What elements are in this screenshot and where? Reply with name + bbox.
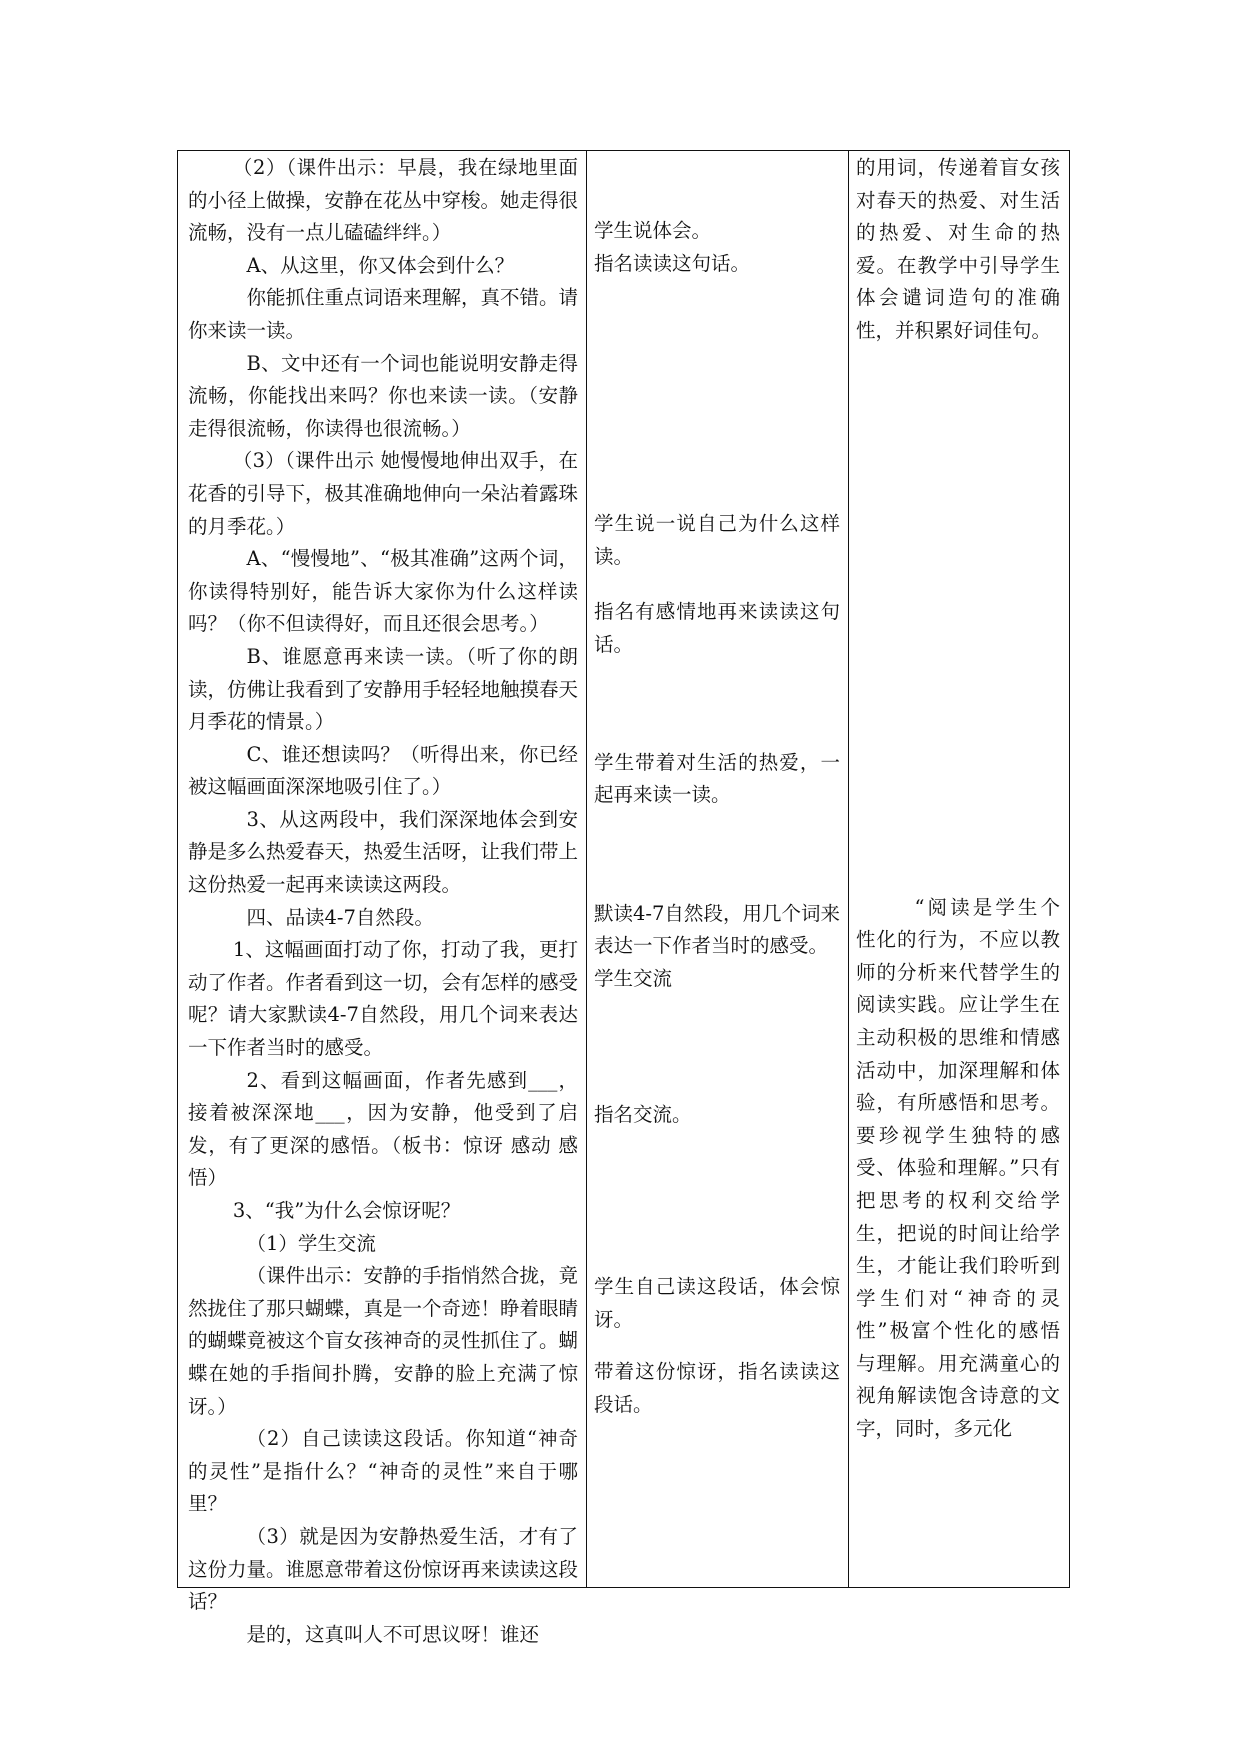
lesson-table <box>177 150 1070 1646</box>
activity-text: 带着这份惊讶，指名读读这段话。 <box>594 1360 840 1416</box>
column-divider <box>586 151 587 1587</box>
paragraph: （1）学生交流 <box>246 1231 376 1255</box>
spacer <box>594 812 840 898</box>
activity-text: 学生说一说自己为什么这样读。 <box>594 512 840 568</box>
paragraph: A、从这里，你又体会到什么？ <box>246 253 515 277</box>
paragraph: （2）（课件出示：早晨，我在绿地里面的小径上做操，安静在花丛中穿梭。她走得很流畅，没有一点儿磕磕绊绊。） <box>188 156 579 245</box>
paragraph: （2）自己读读这段话。你知道“神奇的灵性”是指什么？“神奇的灵性”来自于哪里？ <box>188 1427 578 1516</box>
activity-text: 学生交流 <box>594 966 673 990</box>
teaching-process-column <box>188 152 578 1651</box>
activity-text: 指名交流。 <box>594 1102 692 1126</box>
design-note: 的用词，传递着盲女孩对春天的热爱、对生活的热爱、对生命的热爱。在教学中引导学生体会谴词造句的准确性，并积累好词佳句。 <box>856 156 1060 342</box>
paragraph: A、“慢慢地”、“极其准确”这两个词，你读得特别好，能告诉大家你为什么这样读吗？（你不但读得好，而且还很会思考。） <box>188 547 578 636</box>
paragraph: B、谁愿意再来读一读。（听了你的朗读，仿佛让我看到了安静用手轻轻地触摸春天月季花的情景。） <box>188 644 579 734</box>
activity-text: 学生自己读这段话，体会惊讶。 <box>594 1275 840 1331</box>
paragraph: （3）就是因为安静热爱生活，才有了这份力量。谁愿意带着这份惊讶再来读读这段话？ <box>188 1524 579 1614</box>
paragraph: 是的，这真叫人不可思议呀！谁还 <box>246 1622 540 1646</box>
spacer <box>594 280 840 508</box>
paragraph: B、文中还有一个词也能说明安静走得流畅，你能找出来吗？你也来读一读。（安静走得很流畅，你读得也很流畅。） <box>188 351 578 440</box>
student-activity-column <box>594 215 840 1422</box>
design-intent-column <box>856 152 1060 1446</box>
paragraph: C、谁还想读吗？（听得出来，你已经被这幅画面深深地吸引住了。） <box>188 742 578 799</box>
spacer <box>594 662 840 747</box>
spacer <box>594 996 840 1099</box>
spacer <box>594 1131 840 1271</box>
activity-text: 默读4-7自然段，用几个词来表达一下作者当时的感受。 <box>594 901 840 958</box>
section-heading: 四、品读4-7自然段。 <box>246 905 434 929</box>
paragraph: 1、这幅画面打动了你，打动了我，更打动了作者。作者看到这一切，会有怎样的感受呢？请大家默读4-7自然段，用几个词来表达一下作者当时的感受。 <box>188 938 579 1060</box>
paragraph: 你能抓住重点词语来理解，真不错。请你来读一读。 <box>188 286 579 342</box>
design-note: “阅读是学生个性化的行为，不应以教师的分析来代替学生的阅读实践。应让学生在主动积极的思维和情感活动中，加深理解和体验，有所感悟和思考。要珍视学生独特的感受、体验和理解。”只有把思考的权利交给学生，把说的时间让给学生，才能让我们聆听到学生们对“神奇的灵性”极富个性化的感悟与理解。用充满童心的视角解读饱含诗意的文字，同时，多元化 <box>856 895 1060 1441</box>
paragraph: 2、看到这幅画面，作者先感到___，接着被深深地___，因为安静，他受到了启发，有了更深的感悟。（板书：惊讶 感动 感悟） <box>188 1068 578 1190</box>
paragraph: 3、从这两段中，我们深深地体会到安静是多么热爱春天，热爱生活呀，让我们带上这份热爱一起再来读读这两段。 <box>188 807 579 897</box>
paragraph: （课件出示：安静的手指悄然合拢，竟然拢住了那只蝴蝶，真是一个奇迹！睁着眼睛的蝴蝶竟被这个盲女孩神奇的灵性抓住了。蝴蝶在她的手指间扑腾，安静的脸上充满了惊讶。） <box>188 1264 579 1418</box>
column-divider <box>848 151 849 1587</box>
activity-text: 指名读读这句话。 <box>594 251 751 275</box>
paragraph: 3、“我”为什么会惊讶呢？ <box>232 1199 461 1222</box>
spacer <box>594 1336 840 1356</box>
spacer <box>856 348 1060 892</box>
activity-text: 指名有感情地再来读读这句话。 <box>594 600 840 656</box>
activity-text: 学生说体会。 <box>594 219 712 242</box>
activity-text: 学生带着对生活的热爱，一起再来读一读。 <box>594 750 840 807</box>
spacer <box>594 573 840 596</box>
paragraph: （3）（课件出示 她慢慢地伸出双手，在花香的引导下，极其准确地伸向一朵沾着露珠的月季花。） <box>188 449 579 538</box>
